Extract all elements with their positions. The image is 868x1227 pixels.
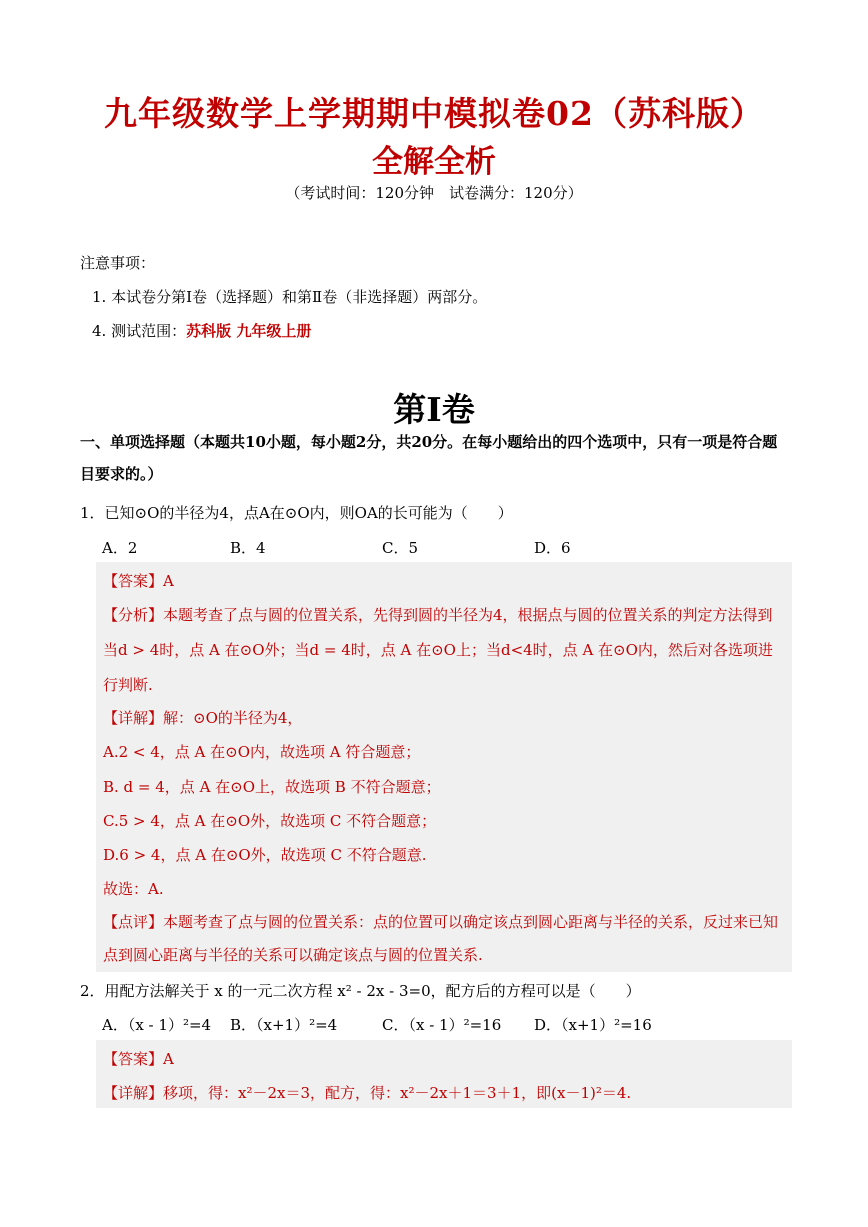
q1-comment-line2: 点到圆心距离与半径的关系可以确定该点与圆的位置关系. xyxy=(103,946,483,964)
question-2-options xyxy=(102,1014,652,1035)
option-b: B．（x+1）²=4 xyxy=(230,1016,338,1034)
section-title: 第Ⅰ卷 xyxy=(393,390,475,429)
question-2-stem: 2．用配方法解关于 x 的一元二次方程 x² - 2x - 3=0，配方后的方程可以是（ ） xyxy=(80,982,641,1000)
q1-analysis-line2: 当d > 4时，点 A 在⊙O外；当d = 4时，点 A 在⊙O上；当d<4时，点 A 在⊙O内，然后对各选项进 xyxy=(103,641,773,659)
q2-detail: 【详解】移项，得：x²－2x＝3，配方，得：x²－2x＋1＝3＋1，即(x－1)²＝4. xyxy=(103,1084,632,1102)
q1-detail-line5: D.6 > 4，点 A 在⊙O外，故选项 C 不符合题意. xyxy=(103,846,427,864)
question-1-stem: 1．已知⊙O的半径为4，点A在⊙O内，则OA的长可能为（ ） xyxy=(80,504,513,522)
notes-item-2-number: 4. xyxy=(92,322,107,340)
option-d: D．6 xyxy=(534,539,571,557)
option-d: D．（x+1）²=16 xyxy=(534,1016,652,1034)
option-a: A．（x - 1）²=4 xyxy=(102,1016,212,1034)
option-c: C．（x - 1）²=16 xyxy=(382,1016,502,1034)
q1-detail-line6: 故选：A. xyxy=(103,880,164,898)
q1-detail-line4: C.5 > 4，点 A 在⊙O外，故选项 C 不符合题意； xyxy=(103,812,437,830)
q1-detail-line3: B. d = 4，点 A 在⊙O上，故选项 B 不符合题意； xyxy=(103,778,441,796)
option-b: B．4 xyxy=(230,539,266,557)
q1-answer: 【答案】A xyxy=(103,572,174,590)
q1-analysis-line1: 【分析】本题考查了点与圆的位置关系，先得到圆的半径为4，根据点与圆的位置关系的判定方法得到 xyxy=(103,606,773,624)
page-title: 九年级数学上学期期中模拟卷02（苏科版） xyxy=(104,94,764,133)
q2-answer: 【答案】A xyxy=(103,1050,174,1068)
option-c: C．5 xyxy=(382,539,419,557)
q1-detail-line2: A.2 < 4，点 A 在⊙O内，故选项 A 符合题意； xyxy=(103,743,421,761)
notes-item-2-label: 测试范围： xyxy=(111,322,187,340)
q1-comment-line1: 【点评】本题考查了点与圆的位置关系：点的位置可以确定该点到圆心距离与半径的关系，反过来已知 xyxy=(103,913,779,931)
page-title-line2: 全解全析 xyxy=(372,144,496,180)
option-a: A．2 xyxy=(102,539,138,557)
q1-analysis-line3: 行判断. xyxy=(103,676,153,694)
notes-item-2 xyxy=(92,320,311,341)
question-1-options xyxy=(102,537,571,558)
notes-heading: 注意事项： xyxy=(80,254,156,272)
q1-detail-line1: 【详解】解：⊙O的半径为4， xyxy=(103,709,303,727)
notes-item-1 xyxy=(92,286,487,307)
part-heading: 一、单项选择题（本题共10小题，每小题2分，共20分。在每小题给出的四个选项中，只有一项是符合题目要求的。） xyxy=(80,433,778,483)
notes-item-1-number: 1. xyxy=(92,288,107,306)
exam-info: （考试时间：120分钟 试卷满分：120分） xyxy=(285,184,583,202)
test-scope-value: 苏科版 九年级上册 xyxy=(186,322,312,340)
notes-item-1-text: 本试卷分第Ⅰ卷（选择题）和第Ⅱ卷（非选择题）两部分。 xyxy=(111,288,488,306)
